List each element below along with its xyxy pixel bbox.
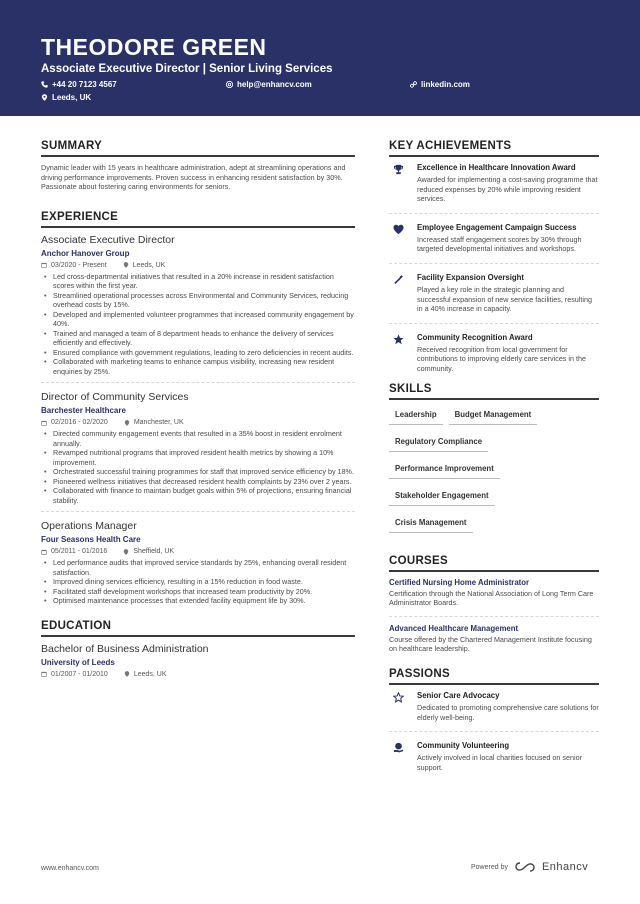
skill-tag: Budget Management: [449, 406, 538, 425]
location-pin-icon: [123, 262, 129, 268]
summary-text: Dynamic leader with 15 years in healthcare administration, adept at streamlining operations and driving performance improvements. Proven success in enhancing resident satisfaction by 30%. Passionate about fostering caring environments for seniors.: [41, 163, 346, 192]
powered-by-label: Powered by: [471, 863, 508, 871]
skill-tag: Crisis Management: [389, 514, 473, 533]
job-bullet: • Trained and managed a team of 8 department heads to enhance the delivery of services efficiently and effectively.: [41, 329, 355, 348]
passion-title: Senior Care Advocacy: [417, 690, 500, 700]
skills-list: [389, 406, 599, 541]
course-title: Advanced Healthcare Management: [389, 623, 519, 633]
job-meta: [41, 419, 355, 426]
email-contact[interactable]: [226, 80, 312, 89]
location-pin-icon: [41, 94, 48, 101]
divider: [41, 382, 355, 383]
job-location: Manchester, UK: [133, 419, 184, 427]
divider: [389, 323, 599, 324]
course-item: [389, 624, 599, 654]
location-pin-icon: [124, 671, 130, 677]
job-company: Anchor Hanover Group: [41, 248, 130, 258]
summary-heading: SUMMARY: [41, 140, 355, 157]
education-location: Leeds, UK: [133, 670, 167, 678]
job-bullet: • Streamlined operational processes across Environmental and Community Services, reducing overhead costs by 15%.: [41, 291, 355, 310]
job-title: Operations Manager: [41, 520, 137, 533]
job-dates: 05/2011 - 01/2016: [51, 548, 108, 556]
footer-brand[interactable]: [471, 861, 588, 873]
calendar-icon: [41, 420, 47, 426]
job-entry: [41, 234, 355, 384]
location-text: Leeds, UK: [52, 93, 92, 102]
job-bullets: [41, 272, 355, 377]
job-dates: 03/2020 - Present: [51, 261, 107, 269]
education-degree: Bachelor of Business Administration: [41, 642, 209, 655]
achievement-title: Facility Expansion Oversight: [417, 272, 525, 282]
job-bullet: • Led performance audits that improved service standards by 25%, enhancing overall resident satisfaction.: [41, 558, 355, 577]
experience-heading: EXPERIENCE: [41, 211, 355, 228]
passion-item: [389, 741, 599, 772]
globe-hand-icon: [389, 741, 407, 772]
experience-list: [41, 234, 355, 606]
achievement-title: Employee Engagement Campaign Success: [417, 222, 577, 232]
location-pin-icon: [124, 420, 130, 426]
left-column: [41, 140, 355, 678]
job-entry: [41, 391, 355, 512]
job-bullet: • Pioneered wellness initiatives that decreased resident health complaints by 23% over 2 years.: [41, 477, 355, 487]
course-item: [389, 578, 599, 608]
education-school: University of Leeds: [41, 657, 115, 667]
job-bullet: • Improved dining services efficiency, resulting in a 15% reduction in food waste.: [41, 577, 355, 587]
course-desc: Course offered by the Chartered Management Institute focusing on healthcare leadership.: [389, 634, 592, 654]
job-bullets: [41, 429, 355, 505]
skill-tag: Regulatory Compliance: [389, 433, 488, 452]
passion-item: [389, 691, 599, 722]
job-location: Sheffield, UK: [133, 548, 175, 556]
job-title: Director of Community Services: [41, 391, 189, 404]
education-heading: EDUCATION: [41, 620, 355, 637]
resume-header: [0, 0, 640, 116]
calendar-icon: [41, 671, 47, 677]
phone-icon: [41, 81, 48, 88]
footer-website[interactable]: www.enhancv.com: [41, 865, 99, 872]
achievement-desc: Played a key role in the strategic planning and successful expansion of new service facilities, resulting in a 40% increase in capacity.: [417, 284, 592, 314]
achievement-desc: Received recognition from local government for contributions to improving elderly care services in the community.: [417, 344, 586, 373]
skill-tag: Stakeholder Engagement: [389, 487, 495, 506]
heart-icon: [389, 223, 407, 254]
enhancv-logo-icon: [514, 861, 536, 873]
course-desc: Certification through the National Association of Long Term Care Administrator Boards.: [389, 588, 594, 608]
achievements-heading: KEY ACHIEVEMENTS: [389, 140, 599, 157]
candidate-name: THEODORE GREEN: [41, 34, 267, 60]
star-icon: [389, 333, 407, 374]
skill-tag: Leadership: [389, 406, 443, 425]
right-column: [389, 140, 599, 781]
achievement-title: Excellence in Healthcare Innovation Award: [417, 163, 576, 172]
achievement-item: [389, 333, 599, 374]
phone-contact: [41, 80, 117, 89]
linkedin-text[interactable]: linkedin.com: [421, 80, 470, 89]
divider: [389, 263, 599, 264]
job-bullet: • Ensured compliance with government regulations, leading to zero deficiencies in recent audits.: [41, 348, 355, 358]
achievement-desc: Increased staff engagement scores by 30% through targeted developmental initiatives and workshops.: [417, 234, 582, 254]
job-company: Four Seasons Health Care: [41, 535, 141, 545]
job-bullets: [41, 558, 355, 606]
location-pin-icon: [123, 549, 129, 555]
courses-list: [389, 578, 599, 654]
at-icon: [226, 81, 233, 88]
job-entry: [41, 520, 355, 606]
achievement-item: [389, 223, 599, 254]
achievement-item: [389, 163, 599, 204]
job-bullet: • Collaborated with marketing teams to enhance campus visibility, increasing new resident enquiries by 25%.: [41, 357, 355, 376]
linkedin-contact[interactable]: [410, 80, 470, 89]
course-title: Certified Nursing Home Administrator: [389, 577, 530, 587]
job-bullet: • Developed and implemented volunteer programmes that increased community engagement by 40%.: [41, 310, 355, 329]
job-dates: 02/2016 - 02/2020: [51, 419, 108, 427]
achievements-list: [389, 163, 599, 374]
divider: [389, 616, 599, 617]
achievement-desc: Awarded for implementing a cost-saving programme that reduced expenses by 20% while improving resident services.: [417, 175, 598, 204]
location-contact: [41, 93, 91, 102]
job-meta: [41, 548, 355, 555]
magic-wand-icon: [389, 273, 407, 314]
job-bullet: • Orchestrated successful training programmes for staff that improved service efficiency by 18%.: [41, 467, 355, 477]
education-dates: 01/2007 - 01/2010: [51, 670, 108, 678]
candidate-title: Associate Executive Director | Senior Living Services: [41, 63, 333, 75]
phone-text: +44 20 7123 4567: [52, 80, 117, 89]
job-bullet: • Led cross-departmental initiatives that resulted in a 20% increase in resident satisfaction scores within the first year.: [41, 272, 355, 291]
job-bullet: • Optimised maintenance processes that extended facility equipment life by 30%.: [41, 596, 355, 606]
trophy-icon: [389, 163, 407, 204]
divider: [41, 511, 355, 512]
job-bullet: • Facilitated staff development workshops that increased team productivity by 20%.: [41, 587, 355, 597]
calendar-icon: [41, 262, 47, 268]
calendar-icon: [41, 549, 47, 555]
divider: [389, 731, 599, 732]
passion-desc: Dedicated to promoting comprehensive care solutions for elderly well-being.: [417, 702, 599, 722]
passions-list: [389, 691, 599, 772]
job-meta: [41, 262, 355, 269]
job-title: Associate Executive Director: [41, 233, 175, 246]
divider: [389, 213, 599, 214]
passion-desc: Actively involved in local charities focused on senior support.: [417, 753, 582, 772]
job-location: Leeds, UK: [132, 261, 166, 269]
job-bullet: • Revamped nutritional programs that improved resident health metrics by showing a 10% improvement.: [41, 448, 355, 467]
enhancv-brand-name: Enhancv: [541, 861, 589, 873]
education-meta: [41, 671, 355, 678]
job-bullet: • Collaborated with finance to maintain budget goals within 5% of projections, ensuring financial stability.: [41, 486, 355, 505]
skill-tag: Performance Improvement: [389, 460, 500, 479]
courses-heading: COURSES: [389, 555, 599, 572]
job-bullet: • Directed community engagement events that resulted in a 35% boost in resident enrolment annually.: [41, 429, 355, 448]
passion-title: Community Volunteering: [417, 741, 510, 751]
passions-heading: PASSIONS: [389, 668, 599, 685]
email-text[interactable]: help@enhancv.com: [237, 80, 312, 89]
achievement-item: [389, 273, 599, 314]
skills-heading: SKILLS: [389, 383, 599, 400]
achievement-title: Community Recognition Award: [417, 332, 533, 342]
link-icon: [410, 81, 417, 88]
job-company: Barchester Healthcare: [41, 406, 126, 416]
star-outline-icon: [389, 691, 407, 722]
